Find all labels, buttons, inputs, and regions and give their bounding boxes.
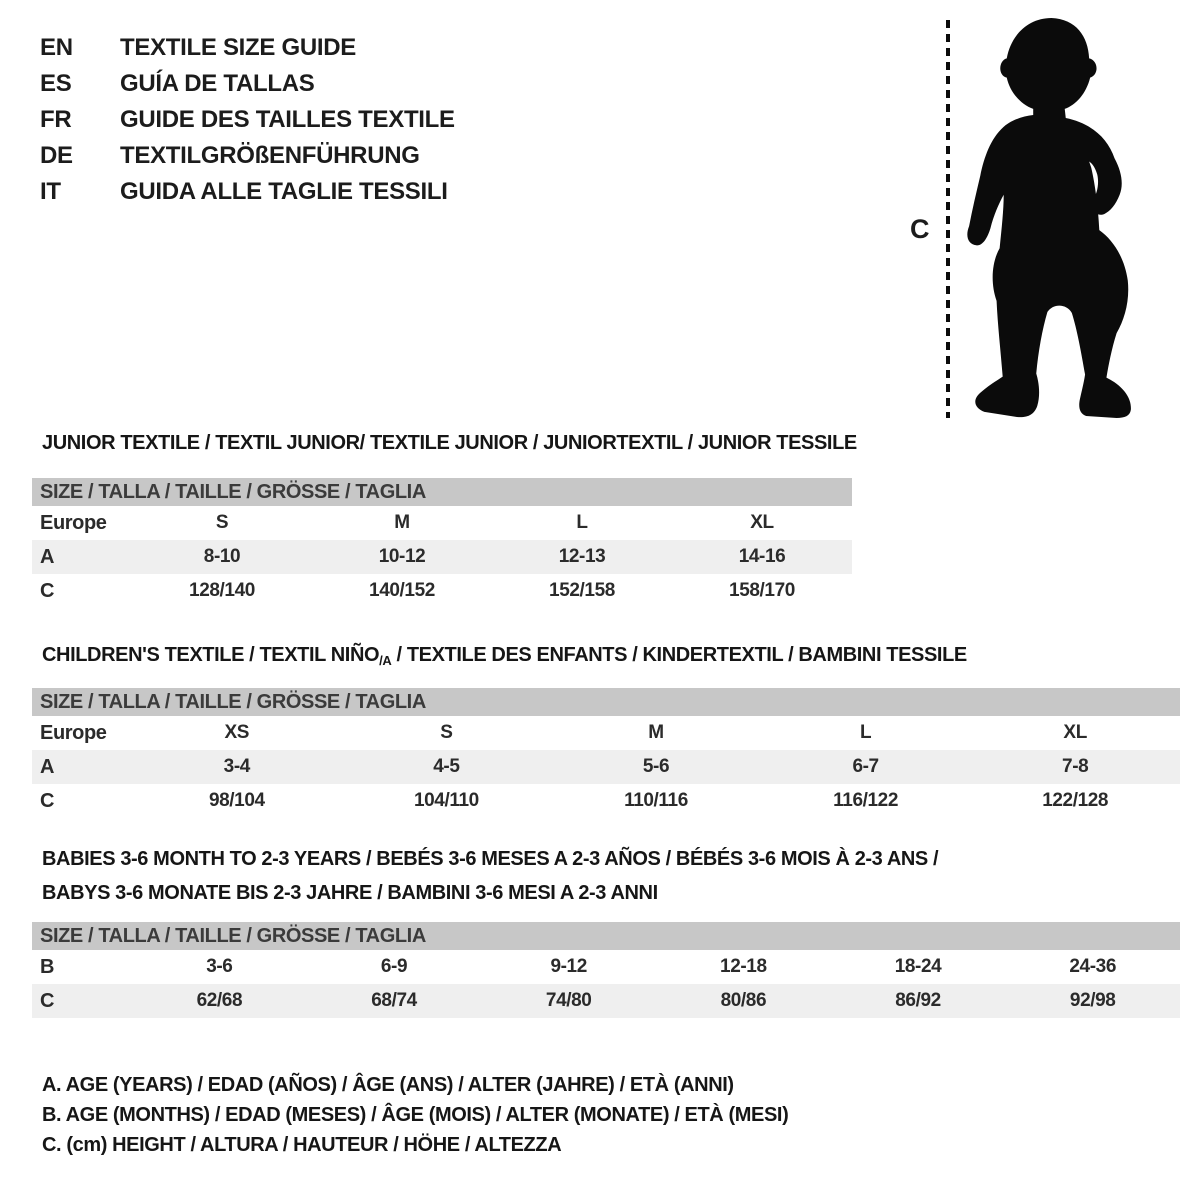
table-cell: S bbox=[215, 512, 229, 533]
table-cell: XS bbox=[224, 722, 250, 743]
table-cell: 9-12 bbox=[550, 956, 587, 977]
language-row bbox=[40, 66, 455, 102]
junior-section-title: JUNIOR TEXTILE / TEXTIL JUNIOR/ TEXTILE JUNIOR / JUNIORTEXTIL / JUNIOR TESSILE bbox=[42, 432, 857, 454]
table-cell: 4-5 bbox=[433, 756, 460, 777]
table-row bbox=[32, 540, 852, 574]
children-title-part2: / TEXTILE DES ENFANTS / KINDERTEXTIL / BAMBINI TESSILE bbox=[391, 644, 967, 666]
language-row bbox=[40, 102, 455, 138]
babies-section-title bbox=[42, 848, 938, 905]
babies-title-line1: BABIES 3-6 MONTH TO 2-3 YEARS / BEBÉS 3-6 MESES A 2-3 AÑOS / BÉBÉS 3-6 MOIS À 2-3 ANS / bbox=[42, 848, 939, 870]
table-cell: 6-9 bbox=[380, 956, 408, 977]
language-code: EN bbox=[40, 34, 73, 61]
table-cell: 74/80 bbox=[545, 990, 592, 1011]
table-cell: 128/140 bbox=[189, 580, 255, 601]
language-code: ES bbox=[40, 70, 72, 97]
table-row bbox=[32, 750, 1180, 784]
legend-line-a: A. AGE (YEARS) / EDAD (AÑOS) / ÂGE (ANS) / ALTER (JAHRE) / ETÀ (ANNI) bbox=[42, 1074, 734, 1096]
table-cell: 10-12 bbox=[378, 546, 426, 567]
size-table-header: SIZE / TALLA / TAILLE / GRÖSSE / TAGLIA bbox=[32, 688, 1180, 716]
table-cell: S bbox=[440, 722, 453, 743]
table-cell: 3-4 bbox=[223, 756, 250, 777]
table-cell: 14-16 bbox=[738, 546, 786, 567]
junior-size-table bbox=[32, 478, 852, 608]
table-row bbox=[32, 716, 1180, 750]
language-row bbox=[40, 174, 455, 210]
children-section-title bbox=[42, 644, 967, 668]
table-cell: 68/74 bbox=[371, 990, 417, 1011]
legend-line-b: B. AGE (MONTHS) / EDAD (MESES) / ÂGE (MOIS) / ALTER (MONATE) / ETÀ (MESI) bbox=[42, 1104, 789, 1126]
measurement-legend bbox=[42, 1070, 788, 1160]
table-cell: L bbox=[859, 722, 872, 743]
table-cell: 62/68 bbox=[196, 990, 243, 1011]
table-cell: 12-18 bbox=[720, 956, 767, 977]
table-cell: 5-6 bbox=[642, 756, 670, 777]
table-cell: 8-10 bbox=[203, 546, 241, 567]
language-row bbox=[40, 138, 455, 174]
babies-title-line2: BABYS 3-6 MONATE BIS 2-3 JAHRE / BAMBINI 3-6 MESI A 2-3 ANNI bbox=[42, 882, 658, 904]
table-cell: 152/158 bbox=[549, 580, 615, 601]
children-title-subscript: /A bbox=[379, 653, 392, 668]
table-cell: XL bbox=[750, 512, 774, 533]
table-cell: 92/98 bbox=[1069, 990, 1116, 1011]
row-label: A bbox=[40, 545, 55, 568]
children-title-part1: CHILDREN'S TEXTILE / TEXTIL NIÑO bbox=[42, 644, 380, 666]
table-cell: M bbox=[648, 722, 664, 743]
language-title: TEXTILE SIZE GUIDE bbox=[120, 34, 356, 61]
row-label: Europe bbox=[40, 721, 107, 744]
table-cell: 116/122 bbox=[833, 790, 898, 811]
table-cell: 12-13 bbox=[558, 546, 606, 567]
table-cell: 122/128 bbox=[1042, 790, 1109, 811]
language-title: GUIDA ALLE TAGLIE TESSILI bbox=[120, 178, 448, 205]
row-label: C bbox=[40, 789, 55, 812]
table-cell: 24-36 bbox=[1069, 956, 1116, 977]
table-cell: L bbox=[576, 512, 588, 533]
table-cell: 7-8 bbox=[1062, 756, 1089, 777]
table-cell: 6-7 bbox=[852, 756, 879, 777]
language-code: FR bbox=[40, 106, 72, 133]
row-label: Europe bbox=[40, 511, 107, 534]
size-table-header: SIZE / TALLA / TAILLE / GRÖSSE / TAGLIA bbox=[32, 478, 852, 506]
babies-size-table bbox=[32, 922, 1180, 1018]
language-code: IT bbox=[40, 178, 61, 205]
size-table-header: SIZE / TALLA / TAILLE / GRÖSSE / TAGLIA bbox=[32, 922, 1180, 950]
dashed-height-line bbox=[946, 20, 950, 418]
table-cell: M bbox=[394, 512, 410, 533]
table-row bbox=[32, 506, 852, 540]
table-cell: XL bbox=[1063, 722, 1087, 743]
table-cell: 3-6 bbox=[206, 956, 233, 977]
toddler-silhouette-icon bbox=[962, 16, 1140, 420]
table-cell: 80/86 bbox=[720, 990, 767, 1011]
table-cell: 86/92 bbox=[895, 990, 941, 1011]
height-measure-figure bbox=[890, 0, 1170, 430]
table-cell: 110/116 bbox=[624, 790, 688, 811]
legend-line-c: C. (cm) HEIGHT / ALTURA / HAUTEUR / HÖHE / ALTEZZA bbox=[42, 1134, 562, 1156]
language-title: GUIDE DES TAILLES TEXTILE bbox=[120, 106, 455, 133]
table-row bbox=[32, 950, 1180, 984]
row-label: B bbox=[40, 955, 55, 978]
table-cell: 140/152 bbox=[369, 580, 435, 601]
table-cell: 98/104 bbox=[208, 790, 265, 811]
height-measure-label: C bbox=[910, 214, 930, 244]
table-cell: 104/110 bbox=[413, 790, 479, 811]
children-size-table bbox=[32, 688, 1180, 818]
table-row bbox=[32, 984, 1180, 1018]
table-row bbox=[32, 574, 852, 608]
row-label: A bbox=[40, 755, 55, 778]
language-title: TEXTILGRÖßENFÜHRUNG bbox=[120, 142, 420, 169]
language-code: DE bbox=[40, 142, 73, 169]
row-label: C bbox=[40, 989, 55, 1012]
language-row bbox=[40, 30, 455, 66]
table-cell: 18-24 bbox=[894, 956, 942, 977]
table-cell: 158/170 bbox=[729, 580, 795, 601]
row-label: C bbox=[40, 579, 55, 602]
language-title: GUÍA DE TALLAS bbox=[120, 70, 315, 97]
language-list bbox=[40, 30, 455, 210]
table-row bbox=[32, 784, 1180, 818]
